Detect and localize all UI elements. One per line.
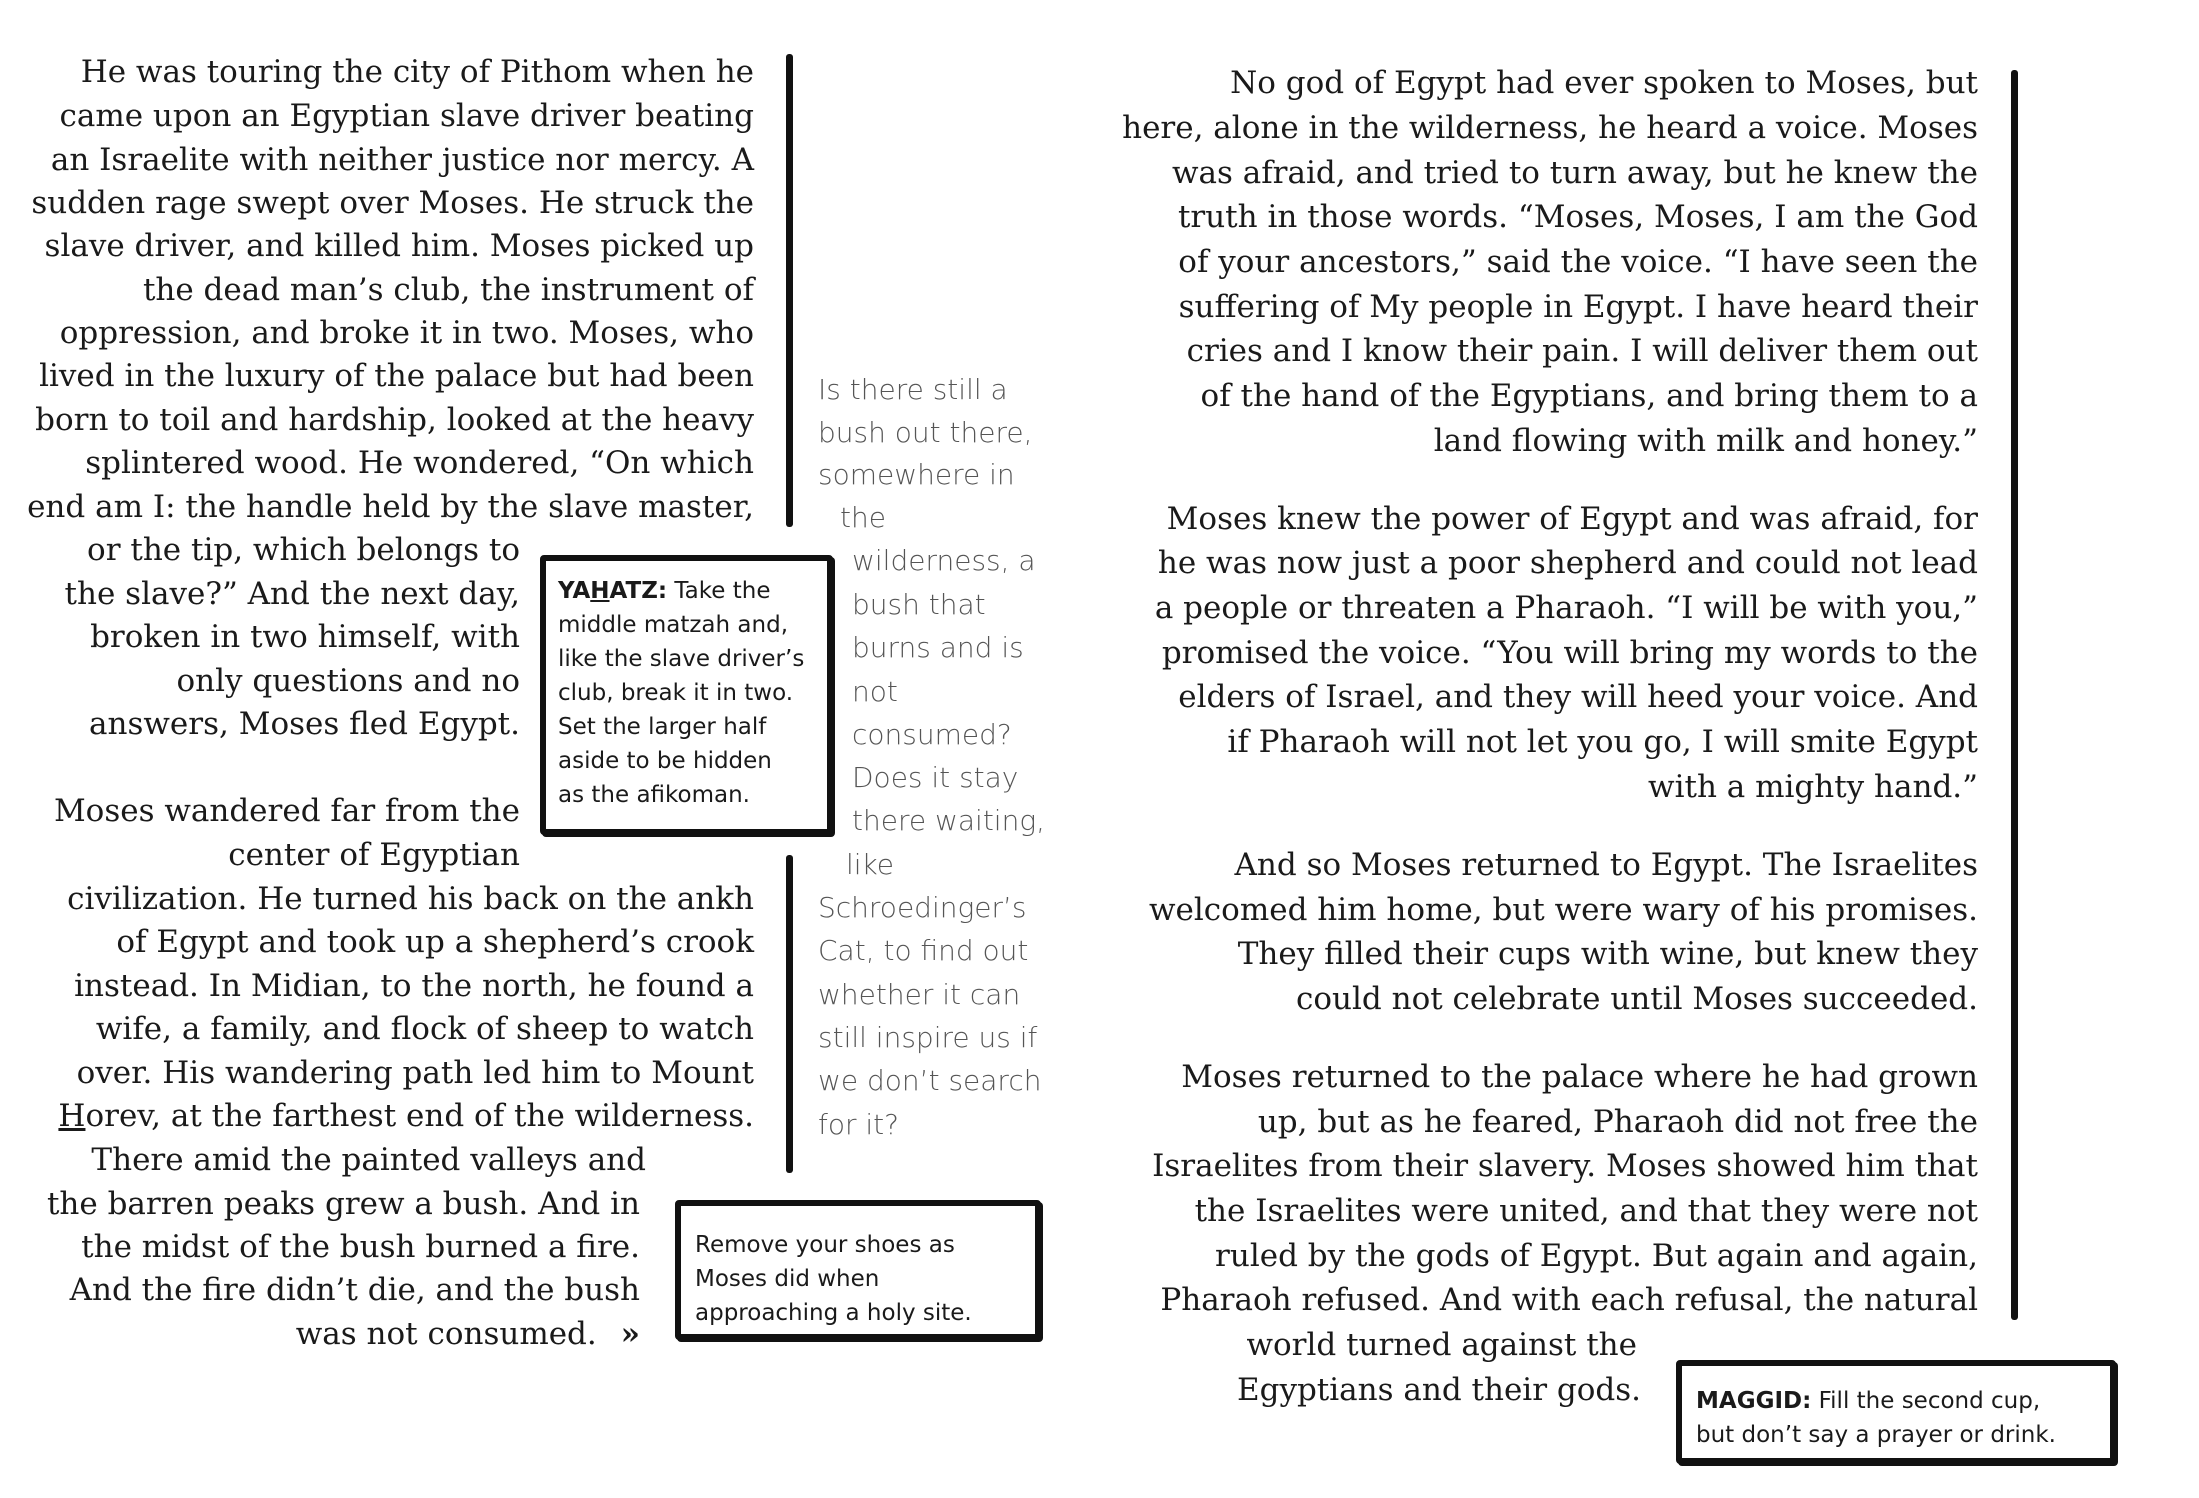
right-para3-line: They filled their cups with wine, but knew they <box>1237 936 1978 972</box>
left-para2-line: of Egypt and took up a shepherd’s crook <box>116 924 754 960</box>
left-lower-divider <box>786 855 793 1173</box>
question-line: Schroedinger’s <box>818 891 1027 924</box>
question-line: Cat, to find out <box>818 934 1029 967</box>
question-line: Is there still a <box>818 373 1008 406</box>
question-line: there waiting, <box>852 804 1046 837</box>
question-line: burns and is <box>852 631 1024 664</box>
horev-underlined-letter: H <box>58 1098 86 1134</box>
continue-arrow-icon: » <box>620 1316 640 1352</box>
right-para2-line: if Pharaoh will not let you go, I will smite Egypt <box>1227 724 1978 760</box>
yahatz-label: YAHATZ: <box>558 578 668 604</box>
left-para2-line: instead. In Midian, to the north, he found a <box>74 968 754 1004</box>
yahatz-line: middle matzah and, <box>558 612 788 638</box>
left-para1-line: slave driver, and killed him. Moses picked up <box>44 228 754 264</box>
question-line: the <box>840 501 886 534</box>
left-para1-line: the slave?” And the next day, <box>64 576 520 612</box>
shoes-line: Moses did when <box>695 1266 880 1292</box>
right-para3-line: could not celebrate until Moses succeeded. <box>1296 981 1978 1017</box>
right-para2-line: he was now just a poor shepherd and could not lead <box>1157 545 1978 581</box>
question-line: wilderness, a <box>852 544 1036 577</box>
question-line: Does it stay <box>852 761 1019 794</box>
yahatz-line: YAHATZ: Take the <box>558 578 771 604</box>
right-para1-line: cries and I know their pain. I will deliver them out <box>1186 333 1978 369</box>
maggid-line: MAGGID: Fill the second cup, <box>1696 1388 2041 1414</box>
left-para1-line: an Israelite with neither justice nor mercy. A <box>50 142 754 178</box>
yahatz-line: as the afikoman. <box>558 782 750 808</box>
question-line: for it? <box>818 1108 900 1141</box>
question-line: bush that <box>852 588 986 621</box>
left-para2-line: wife, a family, and flock of sheep to watch <box>95 1011 754 1047</box>
left-para2-line: the barren peaks grew a bush. And in <box>46 1186 640 1222</box>
left-para1-line: answers, Moses fled Egypt. <box>89 706 520 742</box>
left-para1-line: He was touring the city of Pithom when he <box>80 54 754 90</box>
right-divider <box>2011 70 2018 1320</box>
question-line: still inspire us if <box>818 1021 1038 1054</box>
yahatz-line: like the slave driver’s <box>558 646 805 672</box>
right-para2-line: Moses knew the power of Egypt and was afraid, for <box>1166 501 1978 537</box>
right-para1-line: No god of Egypt had ever spoken to Moses, but <box>1230 65 1978 101</box>
right-para2-line: promised the voice. “You will bring my words to the <box>1161 635 1978 671</box>
left-para1-line: broken in two himself, with <box>90 619 520 655</box>
right-para4-line: up, but as he feared, Pharaoh did not free the <box>1257 1104 1978 1140</box>
yahatz-line: aside to be hidden <box>558 748 772 774</box>
question-line: not <box>852 675 898 708</box>
yahatz-line: club, break it in two. <box>558 680 794 706</box>
maggid-note <box>1676 1360 2116 1464</box>
question-line: consumed? <box>852 718 1012 751</box>
maggid-line: but don’t say a prayer or drink. <box>1696 1422 2056 1448</box>
left-para1-line: only questions and no <box>176 663 520 699</box>
left-para2-line: over. His wandering path led him to Mount <box>76 1055 754 1091</box>
right-para4-line: world turned against the <box>1246 1327 1637 1363</box>
right-para1-line: suffering of My people in Egypt. I have heard their <box>1178 289 1978 325</box>
horev-line-rest: orev, at the farthest end of the wilderness. <box>85 1098 754 1134</box>
left-para1-line: oppression, and broke it in two. Moses, who <box>59 315 754 351</box>
question-line: somewhere in <box>818 458 1015 491</box>
right-para4-line: Moses returned to the palace where he had grown <box>1181 1059 1978 1095</box>
left-para2-line: center of Egyptian <box>228 837 520 873</box>
shoes-line: Remove your shoes as <box>695 1232 955 1258</box>
last-line-text: was not consumed. <box>295 1316 597 1352</box>
right-para1-line: land flowing with milk and honey.” <box>1433 423 1978 459</box>
left-para1-line: or the tip, which belongs to <box>87 532 520 568</box>
left-para2-line <box>58 1094 754 1138</box>
right-para2-line: elders of Israel, and they will heed your voice. And <box>1178 679 1978 715</box>
right-para1-line: of the hand of the Egyptians, and bring them to a <box>1200 378 1978 414</box>
right-para4-line: ruled by the gods of Egypt. But again and again, <box>1215 1238 1978 1274</box>
shoes-line: approaching a holy site. <box>695 1300 972 1326</box>
question-line: bush out there, <box>818 416 1033 449</box>
right-para4-line: the Israelites were united, and that they were not <box>1194 1193 1978 1229</box>
left-para2-line: Moses wandered far from the <box>53 793 520 829</box>
question-line: like <box>846 848 895 881</box>
maggid-label: MAGGID: <box>1696 1388 1812 1414</box>
left-para2-line: the midst of the bush burned a fire. <box>81 1229 640 1265</box>
right-para2-line: a people or threaten a Pharaoh. “I will be with you,” <box>1154 590 1978 626</box>
left-para1-line: lived in the luxury of the palace but had been <box>39 358 754 394</box>
left-para1-line: end am I: the handle held by the slave master, <box>27 489 754 525</box>
right-para3-line: And so Moses returned to Egypt. The Israelites <box>1234 847 1978 883</box>
shoes-note <box>675 1200 1041 1340</box>
yahatz-note <box>540 555 833 835</box>
left-para2-line: civilization. He turned his back on the ankh <box>67 881 754 917</box>
right-para4-line: Israelites from their slavery. Moses showed him that <box>1152 1148 1978 1184</box>
right-para3-line: welcomed him home, but were wary of his promises. <box>1149 892 1978 928</box>
right-para1-line: here, alone in the wilderness, he heard a voice. Moses <box>1122 110 1978 146</box>
right-para1-line: truth in those words. “Moses, Moses, I am the God <box>1177 199 1978 235</box>
right-para4-line: Pharaoh refused. And with each refusal, the natural <box>1160 1282 1978 1318</box>
left-para2-line: And the fire didn’t die, and the bush <box>69 1272 640 1308</box>
left-para1-line: sudden rage swept over Moses. He struck the <box>31 185 754 221</box>
right-para2-line: with a mighty hand.” <box>1648 769 1978 805</box>
question-line: we don’t search <box>818 1064 1042 1097</box>
left-para1-line: came upon an Egyptian slave driver beating <box>59 98 754 134</box>
question-line: whether it can <box>818 978 1021 1011</box>
left-para1-line: splintered wood. He wondered, “On which <box>85 445 754 481</box>
yahatz-line: Set the larger half <box>558 714 767 740</box>
left-para1-line: born to toil and hardship, looked at the heavy <box>35 402 754 438</box>
left-para2-line <box>296 1312 640 1356</box>
right-para1-line: of your ancestors,” said the voice. “I have seen the <box>1178 244 1978 280</box>
right-para1-line: was afraid, and tried to turn away, but he knew the <box>1171 155 1978 191</box>
left-upper-divider <box>786 54 793 527</box>
right-para4-line: Egyptians and their gods. <box>1236 1372 1641 1408</box>
left-para2-line: There amid the painted valleys and <box>91 1142 646 1178</box>
left-para1-line: the dead man’s club, the instrument of <box>142 272 754 308</box>
